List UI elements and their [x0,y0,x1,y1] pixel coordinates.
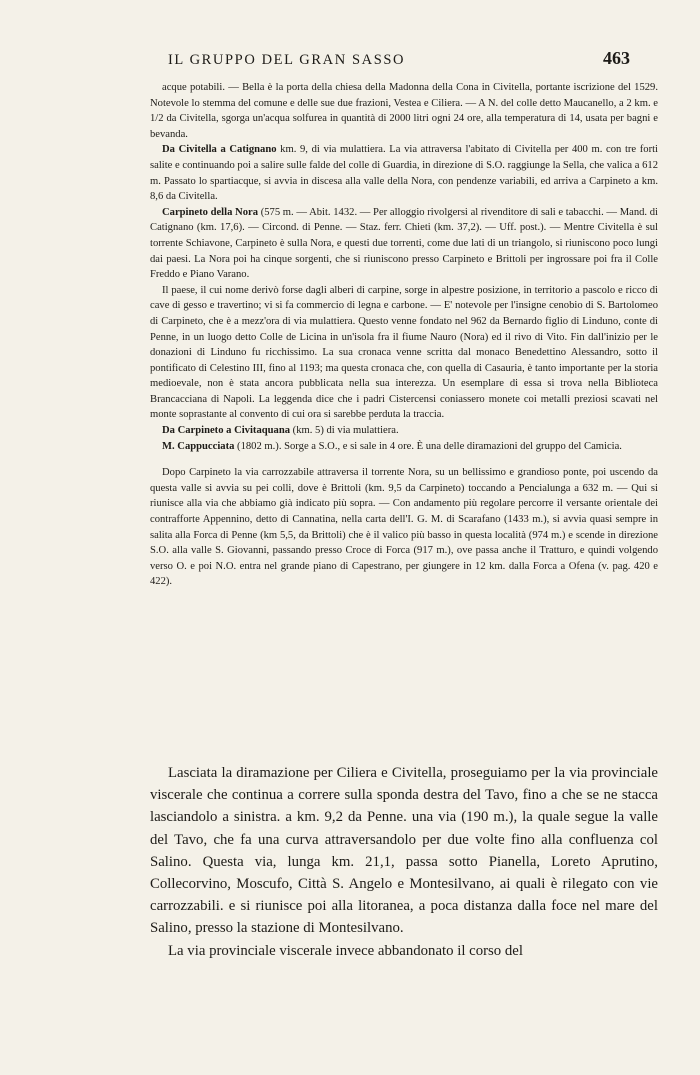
paragraph: Lasciata la diramazione per Ciliera e Civitella, proseguiamo per la via provinciale viscerale che continua a correre sulla sponda destra del Tavo, fino a che se ne stacca lasciandolo a sinistra. a km. 9,2 da Penne. una via (190 m.), la quale segue la valle del Tavo, che fa una curva attraversandolo per due volte fino alla confluenza col Salino. Questa via, lunga km. 21,1, passa sotto Pianella, Loreto Aprutino, Collecorvino, Moscufo, Città S. Angelo e Montesilvano, ai quali è rilegato con vie carrozzabili. e si riunisce poi alla litoranea, a poca distanza dalla foce nel mare del Salino, presso la stazione di Montesilvano. [150,765,658,937]
paragraph: Da Carpineto a Civitaquana (km. 5) di via mulattiera. [162,425,399,437]
paragraph: Il paese, il cui nome derivò forse dagli alberi di carpine, sorge in alpestre posizione, in territorio a pascolo e ricco di cave di gesso e travertino; vi si fa commercio di legna e carbone. — E' notevole per l'insigne cenobio di S. Bartolomeo di Carpineto, che è a mezz'ora di via mulattiera. Questo venne fondato nel 962 da Bernardo figlio di Linduno, conte di Penne, in un luogo detto Colle de Licina in un'isola fra il fiume Nauro (Nora) ed il rivo di Vito. Fin dall'inizio per le donazioni di Linduno fu ricchissimo. La sua cronaca venne scritta dal monaco Benedettino Alessandro, sotto il pontificato di Celestino III, fino al 1193; ma questa cronaca che, con quella di Casauria, è tanto importante per la storia medioevale, non è stata ancora pubblicata nella sua interezza. Un esemplare di essa si trova nella Biblioteca Brancacciana di Napoli. La leggenda dice che i padri Cistercensi coniassero monete coi metalli preziosi scavati nel monte soprastante al convento di cui ora si sarebbe perduta la traccia. [150,284,658,421]
page-header [168,48,630,69]
paragraph: Da Civitella a Catignano km. 9, di via mulattiera. La via attraversa l'abitato di Civitella per 400 m. con tre forti salite e continuando poi a salire sulle falde del colle di Guardia, in direzione di S.O. raggiunge la Sella, che valica a 612 m. Passato lo spartiacque, si avvia in discesa alla valle della Nora, con pendenze variabili, ed arriva a Carpineto a km. 8,6 da Civitella. [150,144,659,203]
paragraph: La via provinciale viscerale invece abbandonato il corso del [168,942,523,959]
main-text-section [150,762,658,962]
small-print-section [150,80,658,590]
paragraph: acque potabili. — Bella è la porta della chiesa della Madonna della Cona in Civitella, portante iscrizione del 1529. Notevole lo stemma del comune e delle sue due frazioni, Vestea e Ciliera. — A N. del colle detto Maucanello, a 2 km. e 1/2 da Civitella, sgorga un'acqua solfurea in quantità di 2000 litri ogni 24 ore, alla temperatura di 14, usata per bagni e bevanda. [150,82,658,140]
page-number: 463 [603,48,630,68]
paragraph: Carpineto della Nora (575 m. — Abit. 1432. — Per alloggio rivolgersi al rivenditore di sali e tabacchi. — Mand. di Catignano (km. 17,6). — Circond. di Penne. — Staz. ferr. Chieti (km. 37,2). — Uff. post.). — Mentre Civitella è sul torrente Schiavone, Carpineto è sulla Nora, e questi due torrenti, come due lati di un triangolo, si riuniscono poco lungi dai paesi. La Nora poi ha cinque sorgenti, che si riuniscono presso Carpineto e Brittoli per ingrossare poi fra il Colle Freddo e Piano Varano. [150,206,658,281]
paragraph: M. Cappucciata (1802 m.). Sorge a S.O., e si sale in 4 ore. È una delle diramazioni del gruppo del Camicia. [162,440,622,452]
route-heading: Da Carpineto a Civitaquana [162,425,291,437]
paragraph: Dopo Carpineto la via carrozzabile attraversa il torrente Nora, su un bellissimo e grandioso ponte, poi uscendo da questa valle si avvia su pei colli, dove è Brittoli (km. 9,5 da Carpineto) toccando a Pencialunga a 632 m. — Qui si riunisce alla via che abbiamo già indicato più sopra. — Con andamento più regolare percorre il versante orientale dei contrafforte Appennino, detto di Cannatina, nella carta dell'I. G. M. di Scarafano (1433 m.), si avvia quasi sempre in salita alla Forca di Penne (km 5,5, da Brittoli) che è il valico più basso in questa località (974 m.) e scende in direzione S.O. alla valle S. Giovanni, passando presso Croce di Forca (917 m.), ove passa anche il Tratturo, e quindi volgendo verso O. e poi N.O. entra nel grande piano di Capestrano, per giungere in 12 km. dalla Forca a Ofena (v. pag. 420 e 422). [150,467,658,588]
route-heading: Da Civitella a Catignano [162,144,277,156]
place-heading: Carpineto della Nora [162,206,259,218]
running-title: IL GRUPPO DEL GRAN SASSO [168,52,406,68]
place-heading: M. Cappucciata [162,440,235,452]
